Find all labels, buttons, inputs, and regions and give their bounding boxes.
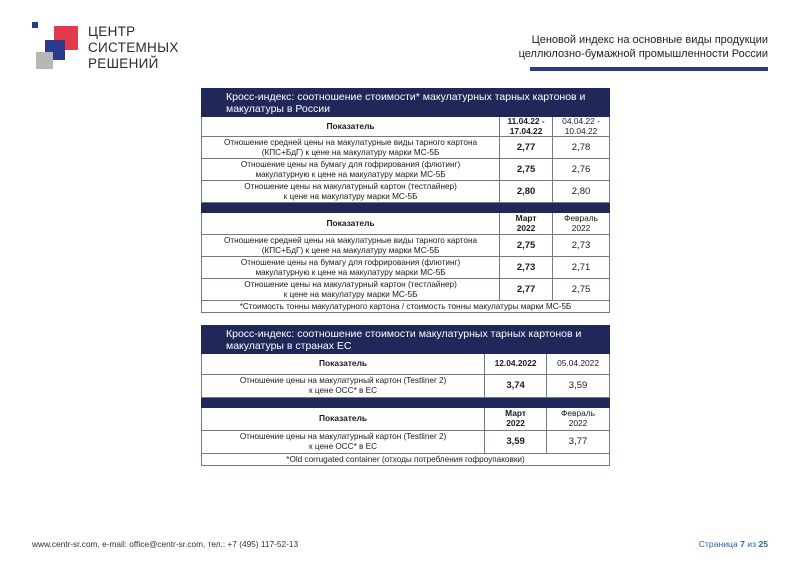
row-label: Отношение цены на макулатурный картон (Testliner 2) к цене OCC* в ЕС [202,431,485,454]
document-title [488,33,768,61]
row-value-current: 3,74 [485,375,547,398]
row-label: Отношение средней цены на макулатурные виды тарного картона (КПС+БдГ) к цене на макулатуру марки МС-5Б [202,235,500,257]
table-footnote-row [202,301,610,313]
company-logo [32,22,82,72]
table-title-line-1: Кросс-индекс: соотношение стоимости макулатурных тарных картонов и [226,328,582,340]
table-row [202,159,610,181]
table-title [202,89,610,117]
table-footnote: *Стоимость тонны макулатурного картона / стоимость тонны макулатуры марки МС-5Б [202,301,610,313]
row-value-previous: 3,77 [547,431,610,454]
logo-line-2: СИСТЕМНЫХ [88,40,179,55]
column-header-indicator: Показатель [202,354,485,375]
row-label: Отношение цены на макулатурный картон (Testliner 2) к цене OCC* в ЕС [202,375,485,398]
table-header-row [202,213,610,235]
column-header-indicator: Показатель [202,117,500,137]
column-header-previous-month: Февраль 2022 [553,213,610,235]
table-title-row [202,89,610,117]
column-header-current-week: 12.04.2022 [485,354,547,375]
table-title-line-1: Кросс-индекс: соотношение стоимости* макулатурных тарных картонов и [226,91,586,103]
row-value-previous: 3,59 [547,375,610,398]
document-title-line-2: целлюлозно-бумажной промышленности России [518,48,768,60]
row-label: Отношение цены на макулатурный картон (тестлайнер) к цене на макулатуру марки МС-5Б [202,181,500,203]
row-value-previous: 2,76 [553,159,610,181]
page-number [699,539,768,549]
table-row [202,137,610,159]
row-label: Отношение цены на бумагу для гофрирования (флютинг) макулатурную к цене на макулатуру марки МС-5Б [202,257,500,279]
row-label: Отношение средней цены на макулатурные виды тарного картона (КПС+БдГ) к цене на макулатуру марки МС-5Б [202,137,500,159]
table-separator [202,398,610,408]
row-value-current: 2,73 [500,257,553,279]
row-value-previous: 2,80 [553,181,610,203]
header-underline [530,67,768,71]
table-title-row [202,326,610,354]
table-footnote-row [202,454,610,466]
table-title-line-2: макулатуры в России [226,103,330,115]
page-total: 25 [758,539,768,549]
table-title [202,326,610,354]
row-label: Отношение цены на бумагу для гофрирования (флютинг) макулатурную к цене на макулатуру марки МС-5Б [202,159,500,181]
row-value-previous: 2,71 [553,257,610,279]
row-value-previous: 2,73 [553,235,610,257]
column-header-current-month: Март 2022 [485,408,547,431]
row-value-current: 2,75 [500,235,553,257]
column-header-previous-week: 04.04.22 - 10.04.22 [553,117,610,137]
table-header-row [202,354,610,375]
logo-text [88,24,179,72]
row-value-current: 3,59 [485,431,547,454]
cross-index-eu-table [201,325,610,466]
logo-square-small [32,22,38,28]
table-header-row [202,117,610,137]
cross-index-russia-table [201,88,610,313]
table-row [202,375,610,398]
table-title-line-2: макулатуры в странах ЕС [226,340,352,352]
column-header-indicator: Показатель [202,213,500,235]
footer-contacts: www.centr-sr.com, e-mail: office@centr-sr.com, тел.: +7 (495) 117-52-13 [32,539,299,549]
row-value-previous: 2,78 [553,137,610,159]
row-label: Отношение цены на макулатурный картон (тестлайнер) к цене на макулатуру марки МС-5Б [202,279,500,301]
logo-line-3: РЕШЕНИЙ [88,56,159,71]
table-row [202,181,610,203]
column-header-previous-month: Февраль 2022 [547,408,610,431]
row-value-current: 2,77 [500,137,553,159]
logo-square-gray [36,52,53,69]
column-header-current-week: 11.04.22 - 17.04.22 [500,117,553,137]
logo-line-1: ЦЕНТР [88,24,136,39]
column-header-indicator: Показатель [202,408,485,431]
table-row [202,235,610,257]
table-separator [202,203,610,213]
page-current: 7 [740,539,745,549]
table-footnote: *Old corrugated container (отходы потребления гофроупаковки) [202,454,610,466]
table-row [202,279,610,301]
row-value-current: 2,75 [500,159,553,181]
row-value-current: 2,80 [500,181,553,203]
page-word: Страница [698,539,738,549]
row-value-current: 2,77 [500,279,553,301]
row-value-previous: 2,75 [553,279,610,301]
table-row [202,431,610,454]
document-title-line-1: Ценовой индекс на основные виды продукции [531,34,768,46]
page-of-word: из [747,539,757,549]
column-header-current-month: Март 2022 [500,213,553,235]
table-header-row [202,408,610,431]
column-header-previous-week: 05.04.2022 [547,354,610,375]
table-row [202,257,610,279]
